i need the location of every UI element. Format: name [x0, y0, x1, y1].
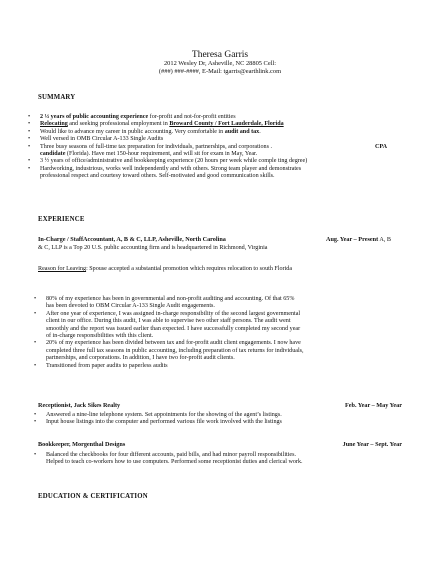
list-item: • Would like to advance my career in public accounting. Very comfortable in audit and tax.: [24, 129, 414, 136]
resume-header: [0, 50, 440, 76]
address-line: 2012 Wesley Dr, Asheville, NC 28805 Cell:: [163, 60, 276, 67]
list-item: • Three busy seasons of full-time tax preparation for individuals, partnerships, and corporations . CPA candidate (Florida). Have met 150-hour requirement, and will sit for exam in May, Year.: [24, 144, 414, 159]
job3-title: Bookkeeper, Morgenthal Designs: [38, 441, 126, 448]
job1-firm-description: & C, LLP is a Top 20 U.S. public accounting firm and is headquartered in Richmond, Virginia: [38, 245, 268, 251]
job2-bullets: [30, 412, 410, 427]
list-item: • 80% of my experience has been in governmental and non-profit auditing and accounting. Of that 65% has been devoted to OBM Circular A-133 Single Audit engagements.: [30, 296, 410, 311]
list-item: • After one year of experience, I was assigned in-charge responsibility of the second largest governmental client in our office. During this audit, I was able to supervise two other staff persons. The audit went smoothly and the report was issued earlier than expected. I have successfully completed my second year of in-charge responsibilities with this client.: [30, 311, 410, 341]
list-item: • Input house listings into the computer and performed various file work involved with the listings: [30, 419, 410, 426]
list-item: • Relocating and seeking professional employment in Broward County / Fort Lauderdale, Florida: [24, 121, 414, 128]
list-item: • Balanced the checkbooks for four different accounts, paid bills, and had minor payroll responsibilities. Helped to teach co-workers how to use computers. Performed some receptionist duties and clerical work.: [30, 452, 410, 467]
job1-title-row: [38, 236, 402, 244]
list-item: • Transitioned from paper audits to paperless audits: [30, 363, 410, 370]
job2-title-row: [38, 402, 402, 410]
job3-bullets: [30, 452, 410, 467]
job3-title-row: [38, 441, 402, 449]
education-heading: EDUCATION & CERTIFICATION: [38, 493, 148, 500]
candidate-name: Theresa Garris: [191, 50, 249, 60]
job1-bullets: [30, 296, 410, 370]
list-item: • Answered a nine-line telephone system. Set appointments for the showing of the agent’s listings.: [30, 412, 410, 419]
summary-heading: SUMMARY: [38, 94, 76, 101]
contact-line: (###) ###-####, E-Mail: tgarris@earthlink.com: [158, 68, 282, 75]
list-item: • Well versed in OMB Circular A-133 Single Audits: [24, 136, 414, 143]
job2-dates: Feb. Year – May Year: [345, 402, 402, 409]
list-item: • 20% of my experience has been divided between tax and for-profit audit client engagements. I now have completed three full tax seasons in public accounting, including preparation of tax returns for individuals, partnerships, and corporations. In addition, I have two for-profit audit clients.: [30, 340, 410, 362]
job1-reason: Reason for Leaving: Spouse accepted a substantial promotion which requires relocation to south Florida: [38, 266, 293, 272]
job1-dates: Aug. Year – Present A, B: [326, 236, 392, 243]
list-item: • 3 ½ years of office/administrative and bookkeeping experience (20 hours per week while comple ting degree): [24, 158, 414, 165]
list-item: • Hardworking, industrious, works well independently and with others. Strong team player and demonstrates professional respect and courtesy toward others. Self-motivated and good communication skills.: [24, 166, 414, 181]
job3-dates: June Year – Sept. Year: [342, 441, 402, 448]
experience-heading: EXPERIENCE: [38, 216, 85, 223]
job1-title: In-Charge / StaffAccountant, A, B & C, LLP, Asheville, North Carolina: [38, 236, 226, 243]
summary-list: [24, 114, 414, 181]
job2-title: Receptionist, Jack Sikes Realty: [38, 402, 121, 409]
list-item: • 2 ½ years of public accounting experience for-profit and not-for-profit entities: [24, 114, 414, 121]
